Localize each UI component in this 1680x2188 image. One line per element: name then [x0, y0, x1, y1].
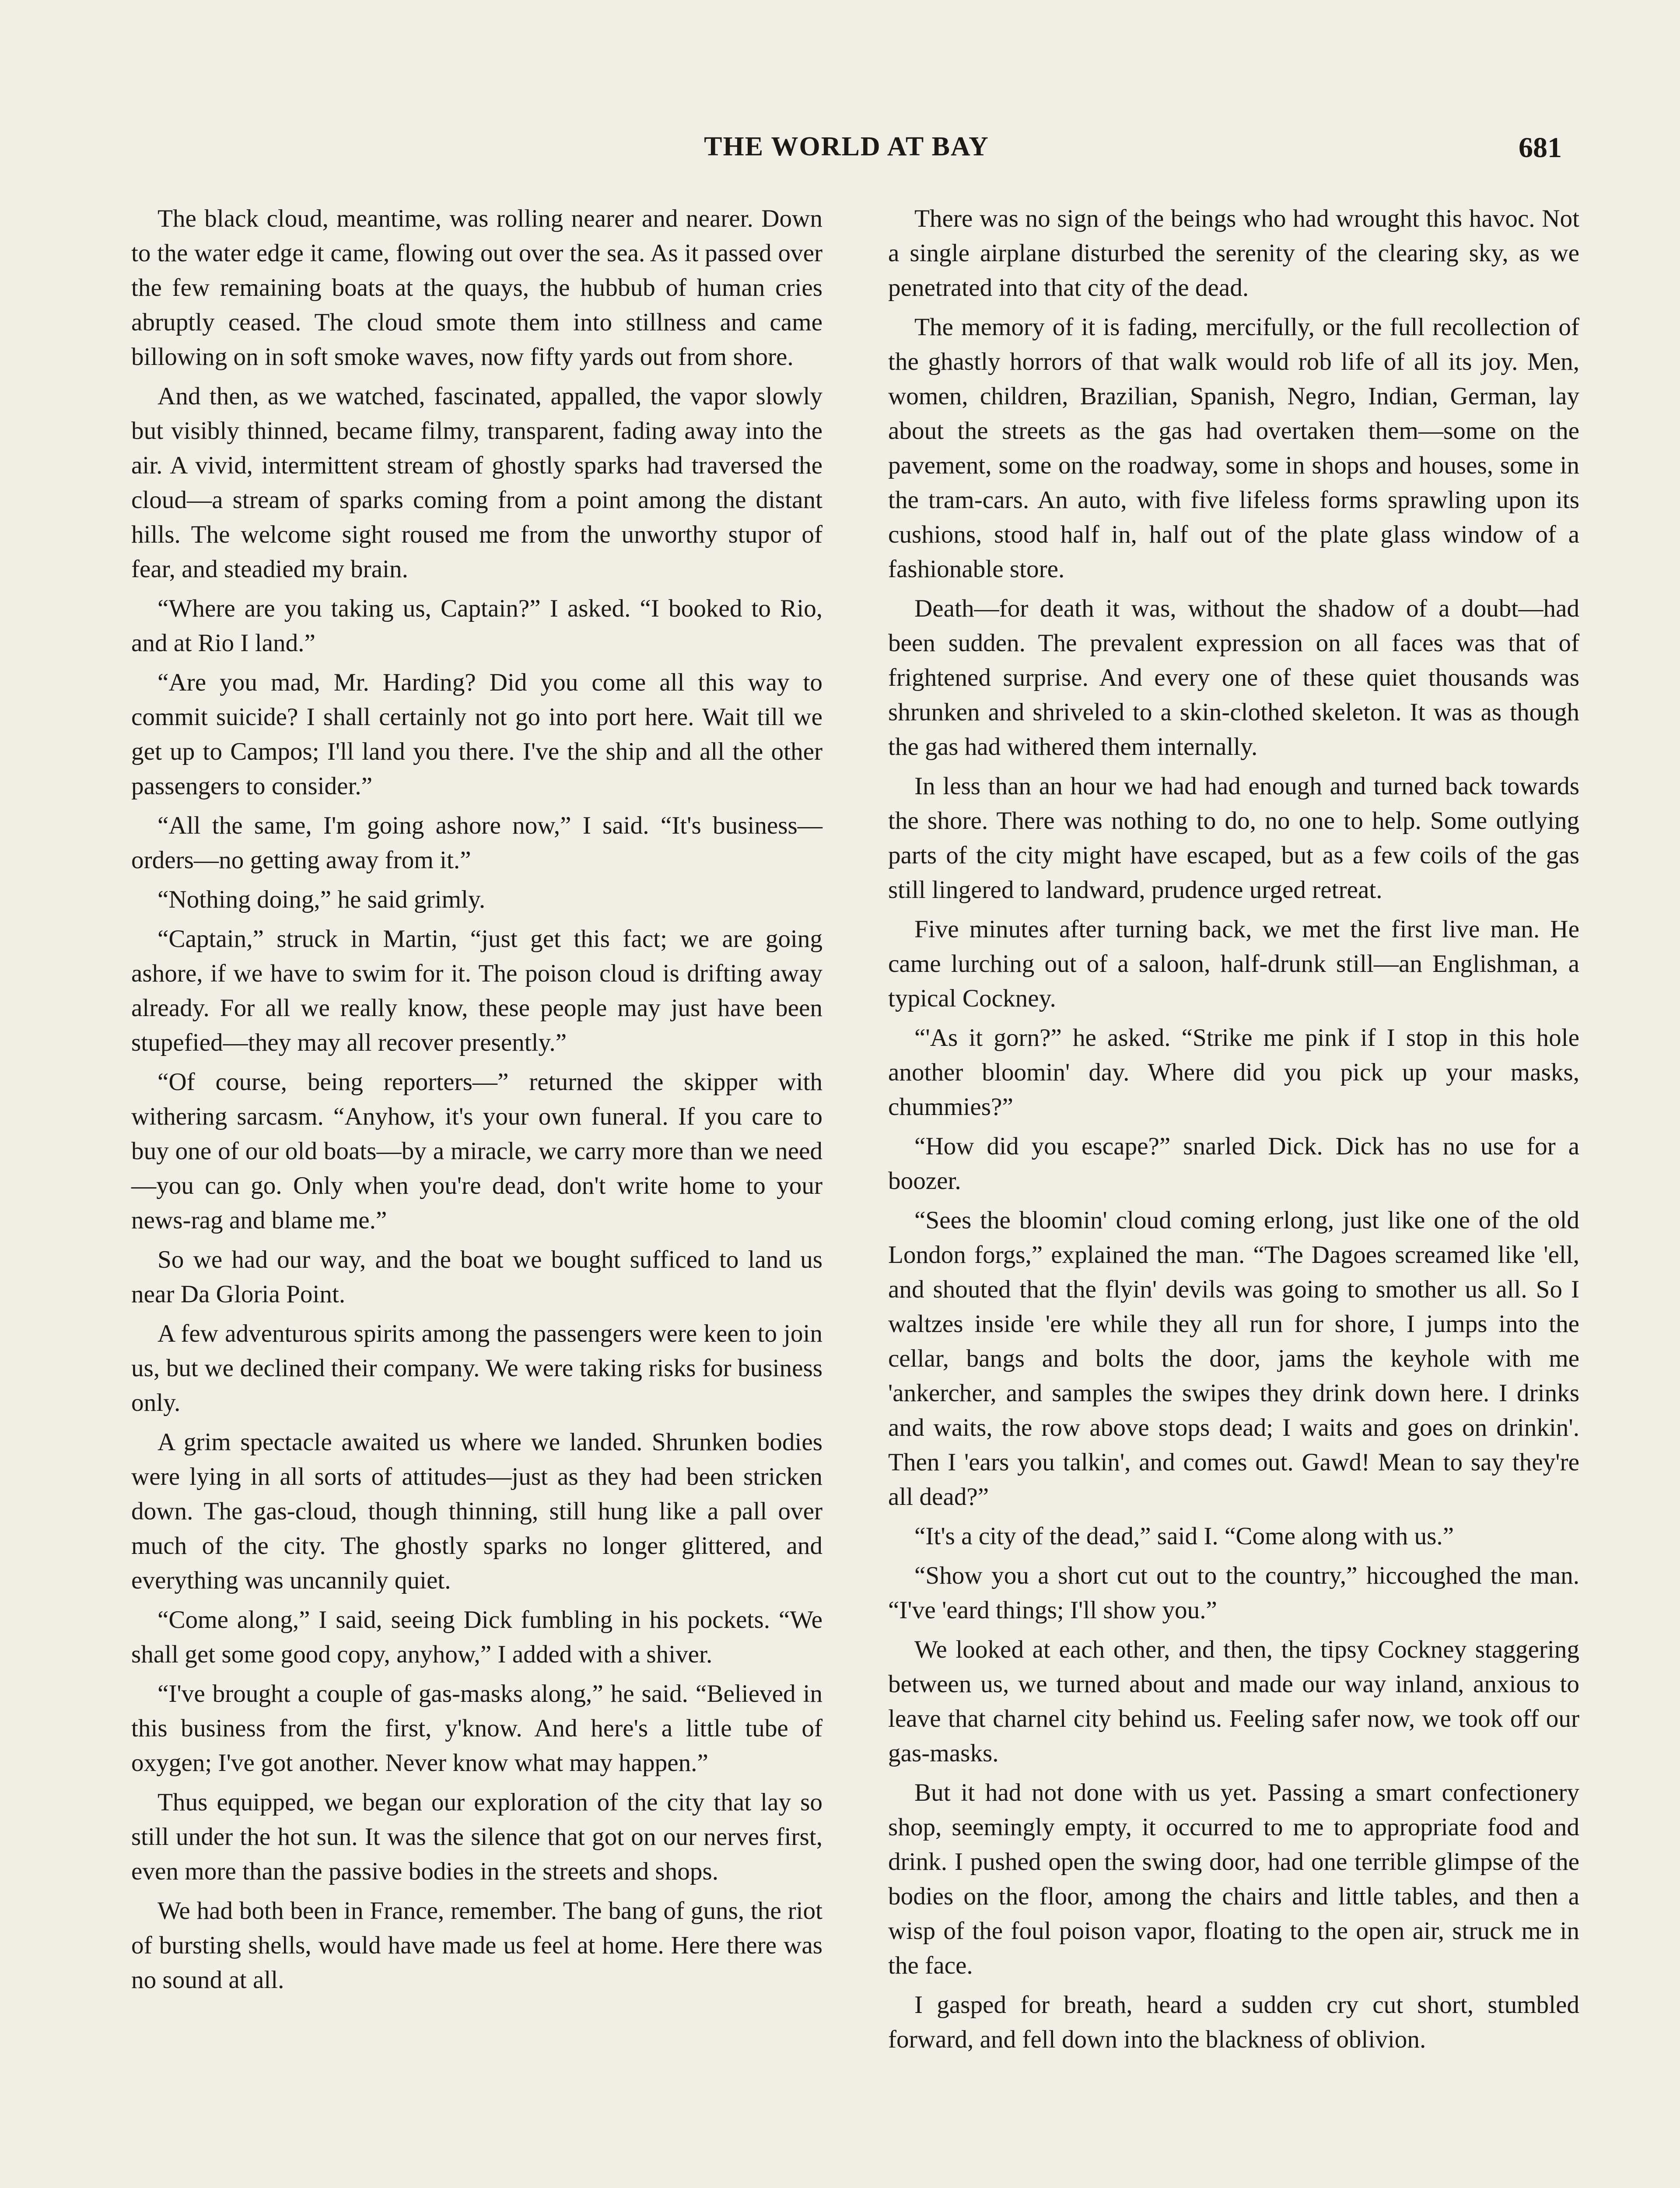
paragraph: “I've brought a couple of gas-masks along,” he said. “Believed in this business from the first, y'know. And here's a little tube of oxygen; I've got another. Never know what may happen.” — [131, 1680, 822, 1777]
paragraph: A grim spectacle awaited us where we landed. Shrunken bodies were lying in all sorts of attitudes—just as they had been stricken down. The gas-cloud, though thinning, still hung like a pall over much of the city. The ghostly sparks no longer glittered, and everything was uncannily quiet. — [131, 1428, 822, 1594]
page-header — [131, 131, 1562, 179]
paragraph: “It's a city of the dead,” said I. “Come along with us.” — [914, 1522, 1454, 1550]
paragraph: “'As it gorn?” he asked. “Strike me pink if I stop in this hole another bloomin' day. Where did you pick up your masks, chummies?” — [888, 1024, 1579, 1121]
left-column — [131, 201, 822, 2002]
paragraph: “Captain,” struck in Martin, “just get this fact; we are going ashore, if we have to swim for it. The poison cloud is drifting away already. For all we really know, these people may just have been stupefied—they may all recover presently.” — [131, 925, 822, 1056]
paragraph: Five minutes after turning back, we met the first live man. He came lurching out of a saloon, half-drunk still—an Englishman, a typical Cockney. — [888, 915, 1579, 1012]
paragraph: “Where are you taking us, Captain?” I asked. “I booked to Rio, and at Rio I land.” — [131, 595, 822, 657]
paragraph: “Are you mad, Mr. Harding? Did you come all this way to commit suicide? I shall certainly not go into port here. Wait till we get up to Campos; I'll land you there. I've the ship and all the other passengers to consider.” — [131, 669, 822, 800]
paragraph: Death—for death it was, without the shadow of a doubt—had been sudden. The prevalent expression on all faces was that of frightened surprise. And every one of these quiet thousands was shrunken and shriveled to a skin-clothed skeleton. It was as though the gas had withered them internally. — [888, 595, 1579, 761]
paragraph: In less than an hour we had had enough and turned back towards the shore. There was nothing to do, no one to help. Some outlying parts of the city might have escaped, but as a few coils of the gas still lingered to landward, prudence urged retreat. — [888, 772, 1579, 904]
paragraph: “Show you a short cut out to the country,” hiccoughed the man. “I've 'eard things; I'll show you.” — [888, 1562, 1579, 1624]
paragraph: “Come along,” I said, seeing Dick fumbling in his pockets. “We shall get some good copy, anyhow,” I added with a shiver. — [131, 1606, 822, 1668]
paragraph: We looked at each other, and then, the tipsy Cockney staggering between us, we turned about and made our way inland, anxious to leave that charnel city behind us. Feeling safer now, we took off our gas-masks. — [888, 1636, 1579, 1767]
paragraph: So we had our way, and the boat we bought sufficed to land us near Da Gloria Point. — [131, 1246, 822, 1308]
page-number: 681 — [1519, 132, 1562, 164]
paragraph: A few adventurous spirits among the passengers were keen to join us, but we declined their company. We were taking risks for business only. — [131, 1320, 822, 1417]
paragraph: There was no sign of the beings who had wrought this havoc. Not a single airplane disturbed the serenity of the clearing sky, as we penetrated into that city of the dead. — [888, 205, 1579, 302]
paragraph: “Nothing doing,” he said grimly. — [158, 886, 486, 913]
paragraph: “All the same, I'm going ashore now,” I said. “It's business—orders—no getting away from it.” — [131, 812, 822, 874]
paragraph: “Sees the bloomin' cloud coming erlong, just like one of the old London forgs,” explained the man. “The Dagoes screamed like 'ell, and shouted that the flyin' devils was going to smother us all. So I waltzes inside 'ere while they all run for shore, I jumps into the cellar, bangs and bolts the door, jams the keyhole with me 'ankercher, and samples the swipes they drink down here. I drinks and waits, the row above stops dead; I waits and goes on drinkin'. Then I 'ears you talkin', and comes out. Gawd! Mean to say they're all dead?” — [888, 1206, 1579, 1511]
paragraph: And then, as we watched, fascinated, appalled, the vapor slowly but visibly thinned, became filmy, transparent, fading away into the air. A vivid, intermittent stream of ghostly sparks had traversed the cloud—a stream of sparks coming from a point among the distant hills. The welcome sight roused me from the unworthy stupor of fear, and steadied my brain. — [131, 382, 822, 583]
paragraph: But it had not done with us yet. Passing a smart confectionery shop, seemingly empty, it occurred to me to appropriate food and drink. I pushed open the swing door, had one terrible glimpse of the bodies on the floor, among the chairs and little tables, and then a wisp of the foul poison vapor, floating to the open air, struck me in the face. — [888, 1779, 1579, 1979]
paragraph: Thus equipped, we began our exploration of the city that lay so still under the hot sun. It was the silence that got on our nerves first, even more than the passive bodies in the streets and shops. — [131, 1788, 822, 1885]
running-title: THE WORLD AT BAY — [704, 132, 989, 161]
right-column — [888, 201, 1579, 2062]
paragraph: I gasped for breath, heard a sudden cry cut short, stumbled forward, and fell down into the blackness of oblivion. — [888, 1991, 1579, 2053]
paragraph: The black cloud, meantime, was rolling nearer and nearer. Down to the water edge it came, flowing out over the sea. As it passed over the few remaining boats at the quays, the hubbub of human cries abruptly ceased. The cloud smote them into stillness and came billowing on in soft smoke waves, now fifty yards out from shore. — [131, 205, 822, 371]
paragraph: The memory of it is fading, mercifully, or the full recollection of the ghastly horrors of that walk would rob life of all its joy. Men, women, children, Brazilian, Spanish, Negro, Indian, German, lay about the streets as the gas had overtaken them—some on the pavement, some on the roadway, some in shops and houses, some in the tram-cars. An auto, with five lifeless forms sprawling upon its cushions, stood half in, half out of the plate glass window of a fashionable store. — [888, 313, 1579, 583]
paragraph: “Of course, being reporters—” returned the skipper with withering sarcasm. “Anyhow, it's your own funeral. If you care to buy one of our old boats—by a miracle, we carry more than we need—you can go. Only when you're dead, don't write home to your news-rag and blame me.” — [131, 1068, 822, 1234]
paragraph: We had both been in France, remember. The bang of guns, the riot of bursting shells, would have made us feel at home. Here there was no sound at all. — [131, 1897, 822, 1994]
paragraph: “How did you escape?” snarled Dick. Dick has no use for a boozer. — [888, 1133, 1579, 1195]
